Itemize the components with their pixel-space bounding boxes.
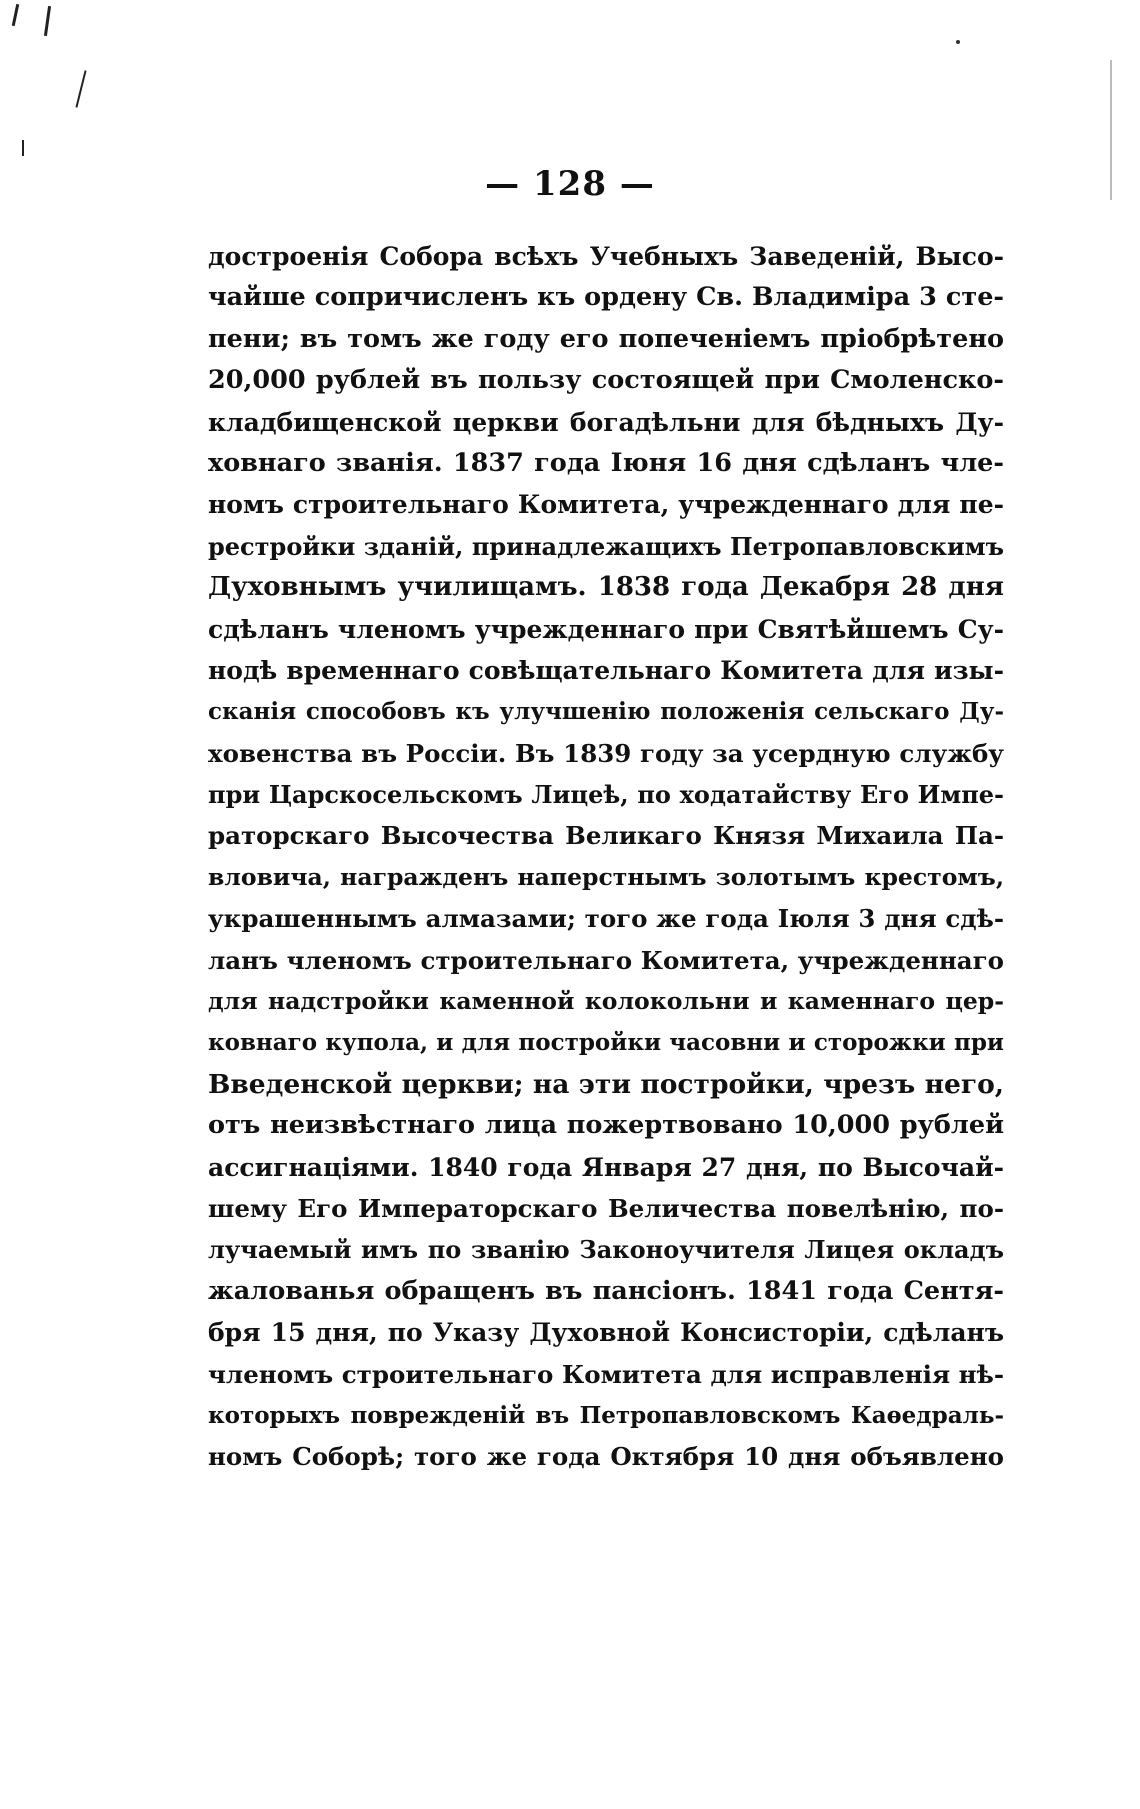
text-line: ассигнаціями. 1840 года Января 27 дня, по Высочай- bbox=[208, 1152, 1004, 1182]
text-line: которыхъ поврежденій въ Петропавловскомъ Каѳедраль- bbox=[208, 1401, 1004, 1429]
text-line: Духовнымъ училищамъ. 1838 года Декабря 28 дня bbox=[208, 572, 1004, 603]
text-line: кладбищенской церкви богадѣльни для бѣдныхъ Ду- bbox=[208, 407, 1004, 437]
text-line: достроенія Собора всѣхъ Учебныхъ Заведеній, Высо- bbox=[208, 242, 1004, 271]
text-line: отъ неизвѣстнаго лица пожертвовано 10,000 рублей bbox=[208, 1110, 1004, 1141]
text-line: бря 15 дня, по Указу Духовной Консисторіи, сдѣланъ bbox=[208, 1318, 1004, 1348]
text-line: шему Его Императорскаго Величества повелѣнію, по- bbox=[208, 1193, 1004, 1223]
text-line: номъ строительнаго Комитета, учрежденнаго для пе- bbox=[208, 490, 1004, 520]
text-line: нодѣ временнаго совѣщательнаго Комитета для изы- bbox=[208, 655, 1004, 685]
text-line: жалованья обращенъ въ пансіонъ. 1841 года Сентя- bbox=[208, 1275, 1004, 1306]
text-line: Введенской церкви; на эти постройки, чрезъ него, bbox=[208, 1068, 1004, 1100]
text-line: при Царскосельскомъ Лицеѣ, по ходатайству Его Импе- bbox=[208, 780, 1004, 810]
text-line: ховнаго званія. 1837 года Іюня 16 дня сдѣланъ чле- bbox=[208, 447, 1004, 478]
text-line: вловича, награжденъ наперстнымъ золотымъ крестомъ, bbox=[208, 862, 1004, 891]
text-line: для надстройки каменной колокольни и каменнаго цер- bbox=[208, 987, 1004, 1016]
scan-mark bbox=[75, 70, 86, 107]
page-number: — 128 — bbox=[485, 164, 655, 204]
text-line: чайше сопричисленъ къ ордену Св. Владиміра 3 сте- bbox=[208, 282, 1004, 313]
text-line: 20,000 рублей въ пользу состоящей при Смоленско- bbox=[208, 365, 1004, 396]
scan-mark bbox=[22, 140, 24, 156]
scan-mark bbox=[44, 6, 51, 36]
text-line: членомъ строительнаго Комитета для исправленія нѣ- bbox=[208, 1359, 1004, 1389]
text-line: пени; въ томъ же году его попеченіемъ пріобрѣтено bbox=[208, 323, 1004, 354]
text-line: сдѣланъ членомъ учрежденнаго при Святѣйшемъ Су- bbox=[208, 614, 1004, 644]
text-line: ланъ членомъ строительнаго Комитета, учрежденнаго bbox=[208, 945, 1004, 975]
text-line: ховенства въ Россіи. Въ 1839 году за усердную службу bbox=[208, 738, 1004, 768]
text-line: номъ Соборѣ; того же года Октября 10 дня объявлено bbox=[208, 1442, 1004, 1472]
text-line: украшеннымъ алмазами; того же года Іюля 3 дня сдѣ- bbox=[208, 904, 1004, 934]
text-line: ковнаго купола, и для постройки часовни и сторожки при bbox=[208, 1029, 1004, 1057]
text-line: раторскаго Высочества Великаго Князя Михаила Па- bbox=[208, 821, 1004, 851]
body-text bbox=[208, 236, 1004, 1478]
scan-speck bbox=[956, 40, 960, 44]
text-line: сканія способовъ къ улучшенію положенія сельскаго Ду- bbox=[208, 698, 1004, 726]
text-line: лучаемый имъ по званію Законоучителя Лицея окладъ bbox=[208, 1235, 1004, 1265]
text-line: рестройки зданій, принадлежащихъ Петропавловскимъ bbox=[208, 531, 1004, 561]
scan-mark bbox=[12, 4, 20, 26]
